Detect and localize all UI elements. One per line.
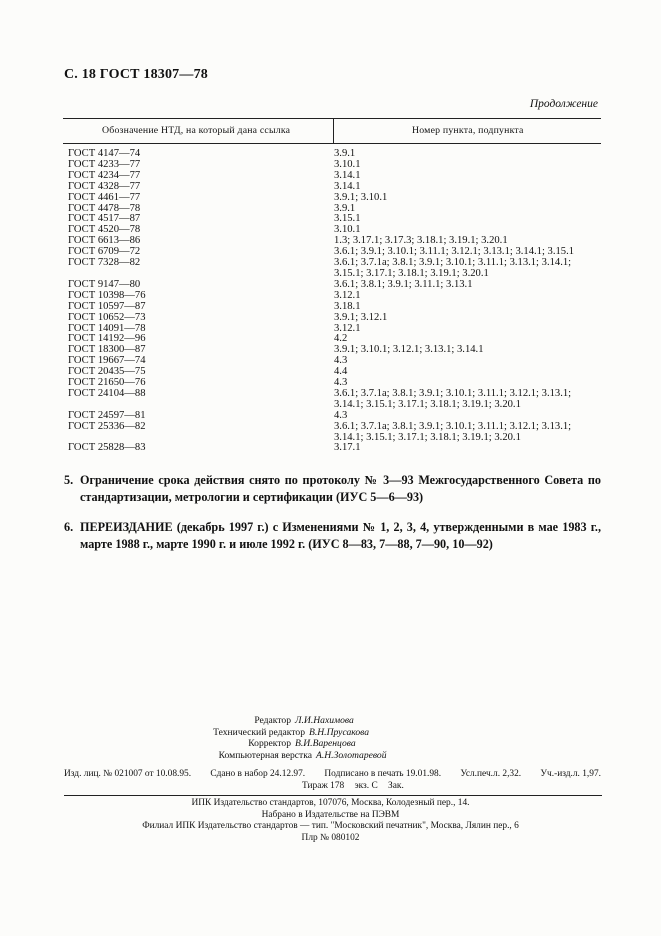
clause-numbers: 3.6.1; 3.9.1; 3.10.1; 3.11.1; 3.12.1; 3.13.1; 3.14.1; 3.15.1: [334, 246, 575, 258]
clause-numbers: 3.6.1; 3.7.1а; 3.8.1; 3.9.1; 3.10.1; 3.11.1; 3.12.1; 3.13.1;: [334, 387, 572, 399]
doc-designation: ГОСТ 10597—87: [68, 300, 146, 312]
credit-tech-editor: Технический редактор В.Н.Прусакова: [213, 726, 370, 738]
doc-designation: ГОСТ 4328—77: [68, 180, 141, 192]
page-title: С. 18 ГОСТ 18307—78: [64, 67, 208, 82]
clause-numbers: 3.14.1; 3.15.1; 3.17.1; 3.18.1; 3.19.1; 3.20.1: [334, 431, 521, 443]
imprint-line: Филиал ИПК Издательство стандартов — тип. "Московский печатник", Москва, Лялин пер., 6: [142, 821, 519, 832]
clause-numbers: 3.9.1: [334, 148, 356, 159]
sent-date: Сдано в набор 24.12.97.: [210, 769, 306, 779]
clause-numbers: 3.12.1: [334, 322, 361, 334]
table-header-divider: [333, 118, 334, 143]
doc-designation: ГОСТ 4147—74: [68, 148, 141, 159]
clause-numbers: 1.3; 3.17.1; 3.17.3; 3.18.1; 3.19.1; 3.20.1: [334, 235, 508, 247]
table-header-clause: Номер пункта, подпункта: [412, 125, 524, 136]
clause-numbers: 4.3: [334, 377, 348, 389]
note-text: ПЕРЕИЗДАНИЕ (декабрь 1997 г.) с Изменениями № 1, 2, 3, 4, утвержденными в мае 1983 г., марте 1988 г., марте 1990 г. и июле 1992 г. (ИУС 8—83, 7—88, 7—90, 10—92): [80, 520, 601, 551]
table-header-rule: [63, 143, 601, 144]
clause-numbers: 3.9.1: [334, 202, 356, 214]
doc-designation: ГОСТ 18300—87: [68, 344, 146, 356]
table-row: [68, 193, 600, 204]
notes-block: [64, 472, 601, 566]
doc-designation: ГОСТ 4233—77: [68, 158, 141, 170]
table-row: [68, 182, 600, 193]
clause-numbers: 4.3: [334, 409, 348, 421]
doc-designation: ГОСТ 20435—75: [68, 366, 146, 378]
doc-designation: ГОСТ 21650—76: [68, 377, 146, 389]
clause-numbers: 3.12.1: [334, 289, 361, 301]
note-5: [64, 472, 601, 505]
doc-designation: ГОСТ 6709—72: [68, 246, 141, 258]
clause-numbers: 3.9.1; 3.12.1: [334, 311, 388, 323]
signed-date: Подписано в печать 19.01.98.: [324, 769, 442, 779]
order: Зак.: [388, 781, 404, 791]
credit-corrector: Корректор В.И.Варенцова: [248, 738, 356, 750]
table-row: [68, 313, 600, 324]
clause-numbers: 3.6.1; 3.7.1а; 3.8.1; 3.9.1; 3.10.1; 3.11.1; 3.12.1; 3.13.1;: [334, 420, 572, 432]
clause-numbers: 3.18.1: [334, 300, 361, 312]
copies: экз. С: [354, 781, 378, 791]
print-sheets: Усл.печ.л. 2,32.: [460, 769, 522, 779]
clause-numbers: 4.3: [334, 355, 348, 367]
clause-numbers: 3.6.1; 3.8.1; 3.9.1; 3.11.1; 3.13.1: [334, 278, 473, 290]
credit-layout: Компьютерная верстка А.Н.Золотаревой: [218, 749, 387, 761]
note-number: 5.: [64, 473, 74, 487]
continuation-label: Продолжение: [529, 98, 598, 110]
print-run: Тираж 178: [302, 781, 345, 791]
note-6: [64, 519, 601, 552]
clause-numbers: 3.10.1: [334, 158, 361, 170]
clause-numbers: 3.15.1; 3.17.1; 3.18.1; 3.19.1; 3.20.1: [334, 267, 489, 279]
imprint-line: Набрано в Издательстве на ПЭВМ: [261, 809, 400, 820]
doc-designation: ГОСТ 4234—77: [68, 169, 141, 181]
credit-editor: Редактор Л.И.Нахимова: [254, 715, 354, 726]
publication-info: [64, 768, 601, 792]
doc-designation: ГОСТ 6613—86: [68, 235, 141, 247]
doc-designation: ГОСТ 14192—96: [68, 333, 146, 345]
doc-designation: ГОСТ 24597—81: [68, 409, 146, 421]
clause-numbers: 3.17.1: [334, 442, 361, 454]
clause-numbers: 3.15.1: [334, 213, 361, 225]
doc-designation: ГОСТ 7328—82: [68, 257, 141, 269]
imprint-block: [0, 798, 661, 844]
note-text: Ограничение срока действия снято по протоколу № 3—93 Межгосударственного Совета по стандартизации, метрологии и сертификации (ИУС 5—6—93): [80, 473, 601, 504]
license: Изд. лиц. № 021007 от 10.08.95.: [64, 769, 192, 779]
table-header-doc: Обозначение НТД, на который дана ссылка: [102, 125, 291, 136]
doc-designation: ГОСТ 25828—83: [68, 442, 146, 454]
imprint-line: Плр № 080102: [301, 832, 360, 843]
doc-designation: ГОСТ 4520—78: [68, 224, 141, 236]
clause-numbers: 3.10.1: [334, 224, 361, 236]
table-top-rule: [63, 118, 601, 119]
credits-block: [0, 715, 661, 761]
doc-designation: ГОСТ 14091—78: [68, 322, 146, 334]
doc-designation: ГОСТ 9147—80: [68, 278, 141, 290]
clause-numbers: 3.9.1; 3.10.1; 3.12.1; 3.13.1; 3.14.1: [334, 344, 484, 356]
reference-table: [68, 149, 600, 454]
note-number: 6.: [64, 520, 74, 534]
table-row: [68, 302, 600, 313]
pub-sheets: Уч.-изд.л. 1,97.: [540, 769, 601, 779]
doc-designation: ГОСТ 19667—74: [68, 355, 146, 367]
doc-designation: ГОСТ 4461—77: [68, 191, 141, 203]
clause-numbers: 4.4: [334, 366, 348, 378]
clause-numbers: 4.2: [334, 333, 348, 345]
clause-numbers: 3.9.1; 3.10.1: [334, 191, 388, 203]
doc-designation: ГОСТ 24104—88: [68, 387, 146, 399]
table-row: [68, 443, 600, 454]
table-row: [68, 422, 600, 433]
clause-numbers: 3.14.1: [334, 180, 361, 192]
clause-numbers: 3.14.1; 3.15.1; 3.17.1; 3.18.1; 3.19.1; 3.20.1: [334, 398, 521, 410]
clause-numbers: 3.6.1; 3.7.1а; 3.8.1; 3.9.1; 3.10.1; 3.11.1; 3.13.1; 3.14.1;: [334, 257, 572, 269]
doc-designation: ГОСТ 25336—82: [68, 420, 146, 432]
doc-designation: ГОСТ 10652—73: [68, 311, 146, 323]
clause-numbers: 3.14.1: [334, 169, 361, 181]
doc-designation: ГОСТ 4517—87: [68, 213, 141, 225]
imprint-rule: [64, 795, 602, 796]
doc-designation: ГОСТ 4478—78: [68, 202, 141, 214]
imprint-line: ИПК Издательство стандартов, 107076, Москва, Колодезный пер., 14.: [191, 798, 470, 808]
doc-designation: ГОСТ 10398—76: [68, 289, 146, 301]
